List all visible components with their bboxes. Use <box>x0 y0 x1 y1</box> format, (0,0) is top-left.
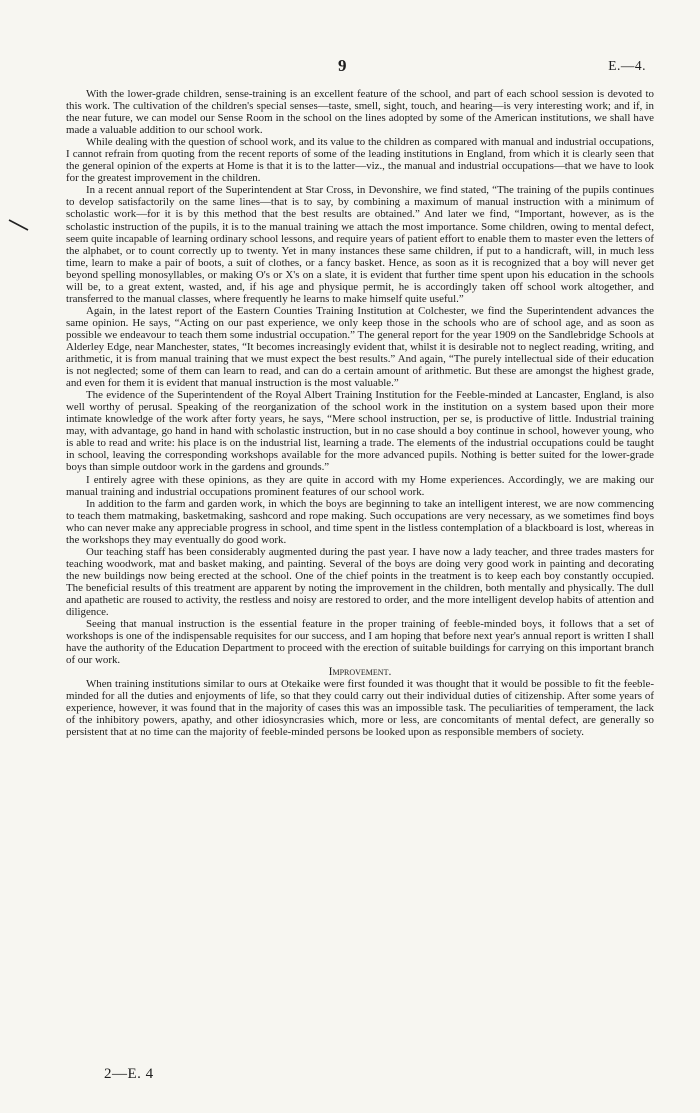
paragraph: The evidence of the Superintendent of the Royal Albert Training Institution for the Feeble-minded at Lancaster, England, is also well worthy of perusal. Speaking of the reorganization of the school work in the institution on a system based upon their more intimate knowledge of the work after forty years, he says, “Mere school instruction, per se, is productive of little. Industrial training may, with advantage, go hand in hand with scholastic instruction, but in no case should a boy continue in school, however young, who is able to read and write: his place is on the industrial list, learning a trade. The elements of the industrial occupations could be taught in school, leaving the corresponding workshops available for the more advanced pupils. Nothing is better suited for the lower-grade boys than simple outdoor work in the gardens and grounds.” <box>66 389 654 474</box>
paragraph: While dealing with the question of school work, and its value to the children as compared with manual and industrial occupations, I cannot refrain from quoting from the recent reports of some of the leading institutions in England, from which it is clearly seen that the general opinion of the experts at Home is that it is to the latter—viz., the manual and industrial occupations—that we have to look for the greatest improvement in the children. <box>66 136 654 185</box>
paragraph: In addition to the farm and garden work, in which the boys are beginning to take an intelligent interest, we are now commencing to teach them matmaking, basketmaking, sashcord and rope making. Such occupations are very necessary, as we sometimes find boys who can never make any appreciable progress in school, and time spent in the listless contemplation of a blackboard is lost, whereas in the workshops they may eventually do good work. <box>66 497 654 546</box>
body-text <box>66 88 654 739</box>
page-number: 9 <box>338 56 347 75</box>
paragraph: I entirely agree with these opinions, as they are quite in accord with my Home experiences. Accordingly, we are making our manual training and industrial occupations prominent features of our school work. <box>66 473 654 498</box>
paragraph: When training institutions similar to ours at Otekaike were first founded it was thought that it would be possible to fit the feeble-minded for all the duties and enjoyments of life, so that they could carry out their individual duties of citizenship. After some years of experience, however, it was found that in the majority of cases this was an impossible task. The peculiarities of temperament, the lack of the inhibitory powers, apathy, and other idiosyncrasies which, more or less, are concomitants of mental defect, are generally so persistent that at no time can the majority of feeble-minded persons be looked upon as responsible members of society. <box>66 678 654 739</box>
section-heading: Improvement. <box>328 666 392 679</box>
paragraph: With the lower-grade children, sense-training is an excellent feature of the school, and part of each school session is devoted to this work. The cultivation of the children's special senses—taste, smell, sight, touch, and hearing—is very interesting work; and if, in the near future, we can model our Sense Room in the school on the lines adopted by some of the American institutions, we shall have made a valuable addition to our school work. <box>66 88 654 137</box>
footer-signature: 2—E. 4 <box>104 1066 154 1082</box>
paragraph: Again, in the latest report of the Eastern Counties Training Institution at Colchester, we find the Superintendent advances the same opinion. He says, “Acting on our past experience, we only keep those in the schools who are of school age, and as soon as possible we endeavour to teach them some industrial occupation.” The general report for the year 1909 on the Sandlebridge Schools at Alderley Edge, near Manchester, states, “It becomes increasingly evident that, whilst it is desirable not to neglect reading, writing, and arithmetic, it is from manual training that we must expect the best results.” And again, “The purely intellectual side of their education is not neglected; some of them can learn to read, and can do a certain amount of arithmetic. But these are amongst the highest grade, and even for them it is evident that manual instruction is the most valuable.” <box>66 304 654 390</box>
paragraph: In a recent annual report of the Superintendent at Star Cross, in Devonshire, we find stated, “The training of the pupils continues to develop satisfactorily on the same lines—that is to say, by combining a maximum of manual instruction with a minimum of scholastic work—for it is by this method that the best results are obtained.” And later we find, “Important, however, as is the scholastic instruction of the pupils, it is to the manual training we attach the most importance. Some children, owing to mental defect, seem quite incapable of learning ordinary school lessons, and require years of patient effort to enable them to master even the letters of the alphabet, or to count correctly up to twenty. Yet in many instances these same children, if put to a handicraft, will, in much less time, learn to make a pair of boots, a suit of clothes, or a fancy basket. Hence, as soon as it is recognized that a boy will never get beyond spelling monosyllables, or making O's or X's on a slate, it is evident that further time spent upon his education in the schools will be, to a great extent, wasted, and, if his age and physique permit, he is accordingly taken off school work altogether, and transferred to the manual classes, where frequently he learns to make himself quite useful.” <box>66 184 654 305</box>
paragraph: Seeing that manual instruction is the essential feature in the proper training of feeble-minded boys, it follows that a set of workshops is one of the indispensable requisites for our success, and I am hoping that before next year's annual report is written I shall have the authority of the Education Department to proceed with the erection of suitable buildings for carrying on this important branch of our work. <box>66 618 654 667</box>
page-reference: E.—4. <box>608 58 646 73</box>
paragraph: Our teaching staff has been considerably augmented during the past year. I have now a lady teacher, and three trades masters for teaching woodwork, mat and basket making, and painting. Several of the boys are doing very good work in painting and decorating the new buildings now being erected at the school. One of the chief points in the treatment is to keep each boy constantly occupied. The beneficial results of this treatment are apparent by noting the improvement in the children, both mentally and physically. The dull and apathetic are roused to activity, the restless and noisy are restored to order, and the more intelligent develop habits of attention and diligence. <box>66 545 654 619</box>
margin-mark-icon <box>8 218 30 232</box>
